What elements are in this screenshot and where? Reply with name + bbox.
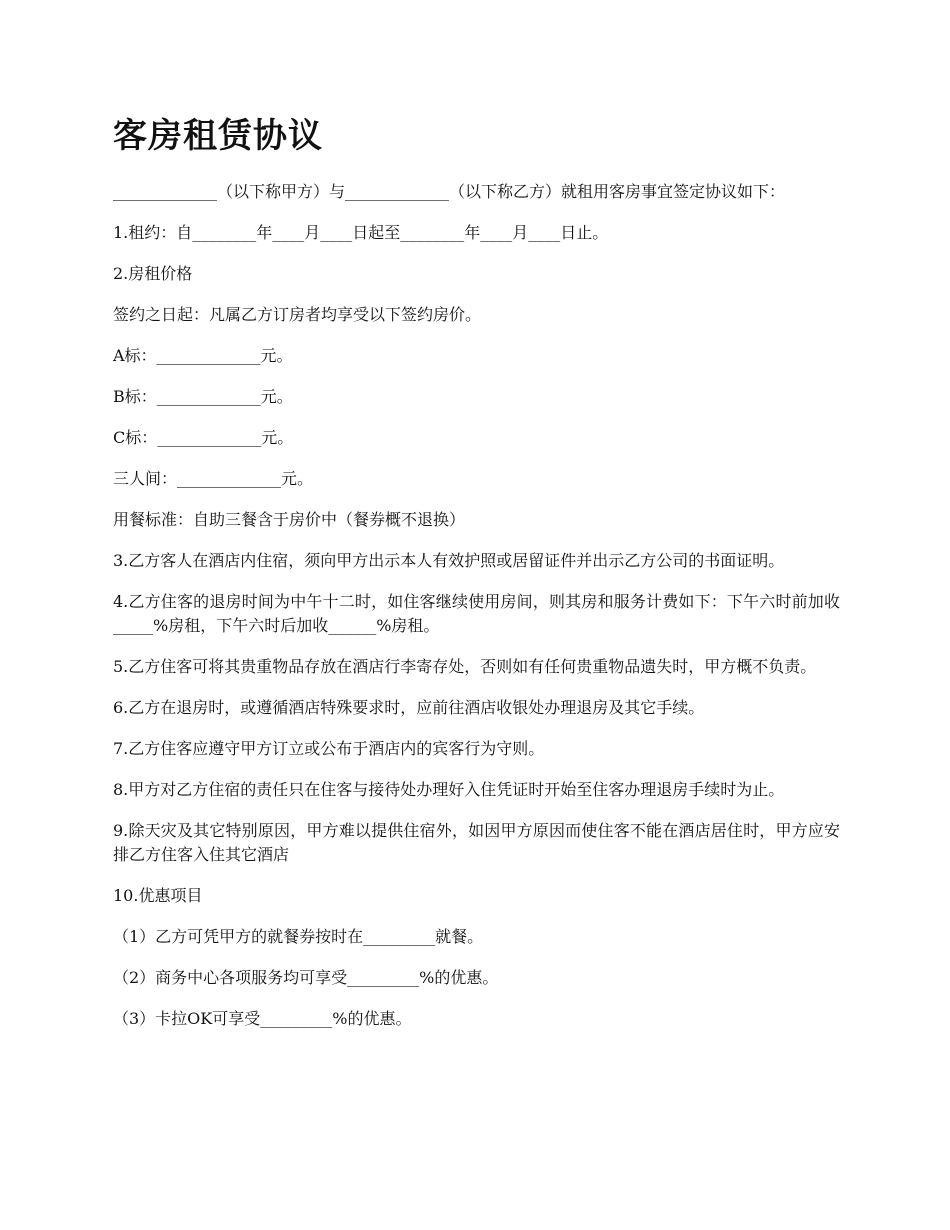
document-title: 客房租赁协议 <box>113 116 323 156</box>
discount-item-2: （2）商务中心各项服务均可享受_________%的优惠。 <box>113 968 499 987</box>
clause-2-intro: 签约之日起：凡属乙方订房者均享受以下签约房价。 <box>113 305 482 324</box>
rate-c-standard: C标：_____________元。 <box>113 428 294 447</box>
intro-paragraph: _____________（以下称甲方）与_____________（以下称乙方）就租用客房事宜签定协议如下： <box>113 182 786 201</box>
clause-7: 7.乙方住客应遵守甲方订立或公布于酒店内的宾客行为守则。 <box>113 739 545 758</box>
clause-4: 4.乙方住客的退房时间为中午十二时，如住客继续使用房间，则其房和服务计费如下：下午六时前加收_____%房租，下午六时后加收______%房租。 <box>113 592 840 635</box>
meal-standard: 用餐标准：自助三餐含于房价中（餐券概不退换） <box>113 510 466 529</box>
clause-2-heading: 2.房租价格 <box>113 264 193 283</box>
clause-10-heading: 10.优惠项目 <box>113 886 203 905</box>
discount-item-3: （3）卡拉OK可享受_________%的优惠。 <box>113 1009 412 1028</box>
rate-triple-room: 三人间：_____________元。 <box>113 469 314 488</box>
rate-a-standard: A标：_____________元。 <box>113 346 293 365</box>
clause-6: 6.乙方在退房时，或遵循酒店特殊要求时，应前往酒店收银处办理退房及其它手续。 <box>113 698 705 717</box>
clause-5: 5.乙方住客可将其贵重物品存放在酒店行李寄存处，否则如有任何贵重物品遗失时，甲方概不负责。 <box>113 657 817 676</box>
clause-3: 3.乙方客人在酒店内住宿，须向甲方出示本人有效护照或居留证件并出示乙方公司的书面证明。 <box>113 551 785 570</box>
discount-item-1: （1）乙方可凭甲方的就餐券按时在_________就餐。 <box>113 927 484 946</box>
rate-b-standard: B标：_____________元。 <box>113 387 293 406</box>
clause-1-lease-term: 1.租约：自________年____月____日起至________年____月____日止。 <box>113 223 609 242</box>
clause-9: 9.除天灾及其它特别原因，甲方难以提供住宿外，如因甲方原因而使住客不能在酒店居住时，甲方应安排乙方住客入住其它酒店 <box>113 821 840 864</box>
document-page <box>113 112 840 1048</box>
clause-8: 8.甲方对乙方住宿的责任只在住客与接待处办理好入住凭证时开始至住客办理退房手续时为止。 <box>113 780 785 799</box>
